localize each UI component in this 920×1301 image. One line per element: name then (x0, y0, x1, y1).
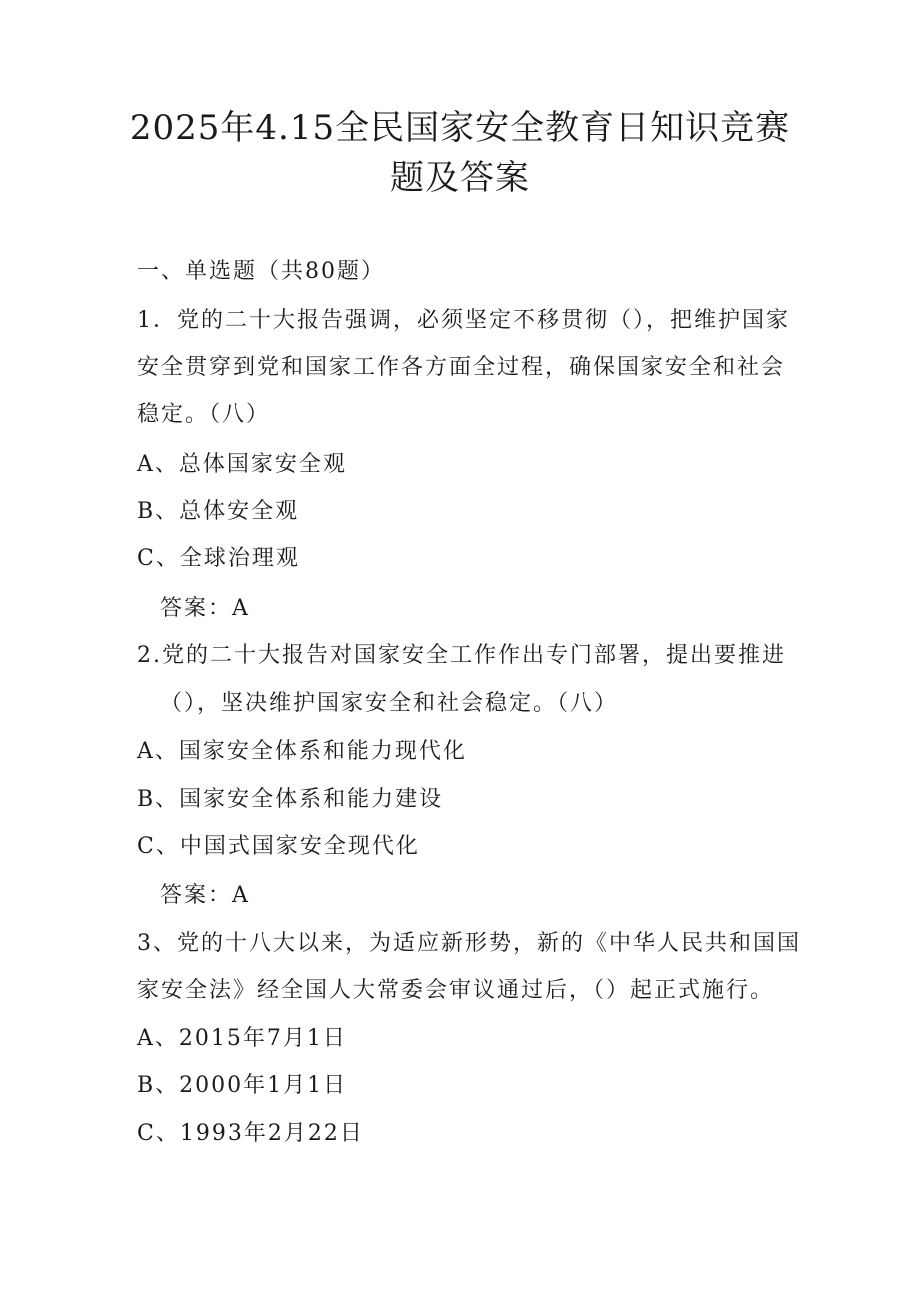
question-2-line-1: 2.党的二十大报告对国家安全工作作出专门部署，提出要推进 (137, 643, 786, 668)
question-3-option-a: A、2015年7月1日 (137, 1026, 347, 1051)
question-2-answer: 答案：A (160, 883, 250, 908)
document-title-line-1: 2025年4.15全民国家安全教育日知识竞赛 (129, 108, 791, 148)
question-1-option-b: B、总体安全观 (137, 499, 300, 524)
question-2-line-2: （），坚决维护国家安全和社会稳定。（八） (160, 691, 619, 716)
question-2-option-c: C、中国式国家安全现代化 (137, 834, 420, 859)
question-1-line-3: 稳定。（八） (137, 402, 271, 427)
question-2-option-a: A、国家安全体系和能力现代化 (137, 739, 467, 764)
question-1-option-c: C、全球治理观 (137, 546, 300, 571)
question-1-answer: 答案：A (160, 596, 250, 621)
question-3-line-2: 家安全法》经全国人大常委会审议通过后，（）起正式施行。 (137, 978, 775, 1003)
document-title-line-2: 题及答案 (390, 158, 530, 198)
section-heading: 一、单选题（共80题） (137, 259, 385, 284)
question-3-option-b: B、2000年1月1日 (137, 1073, 348, 1098)
question-1-line-1: 1．党的二十大报告强调，必须坚定不移贯彻（），把维护国家 (137, 308, 790, 333)
question-2-option-b: B、国家安全体系和能力建设 (137, 787, 444, 812)
question-3-option-c: C、1993年2月22日 (137, 1121, 364, 1146)
question-1-line-2: 安全贯穿到党和国家工作各方面全过程，确保国家安全和社会 (137, 355, 786, 380)
question-1-option-a: A、总体国家安全观 (137, 452, 347, 477)
question-3-line-1: 3、党的十八大以来，为适应新形势，新的《中华人民共和国国 (137, 931, 801, 956)
